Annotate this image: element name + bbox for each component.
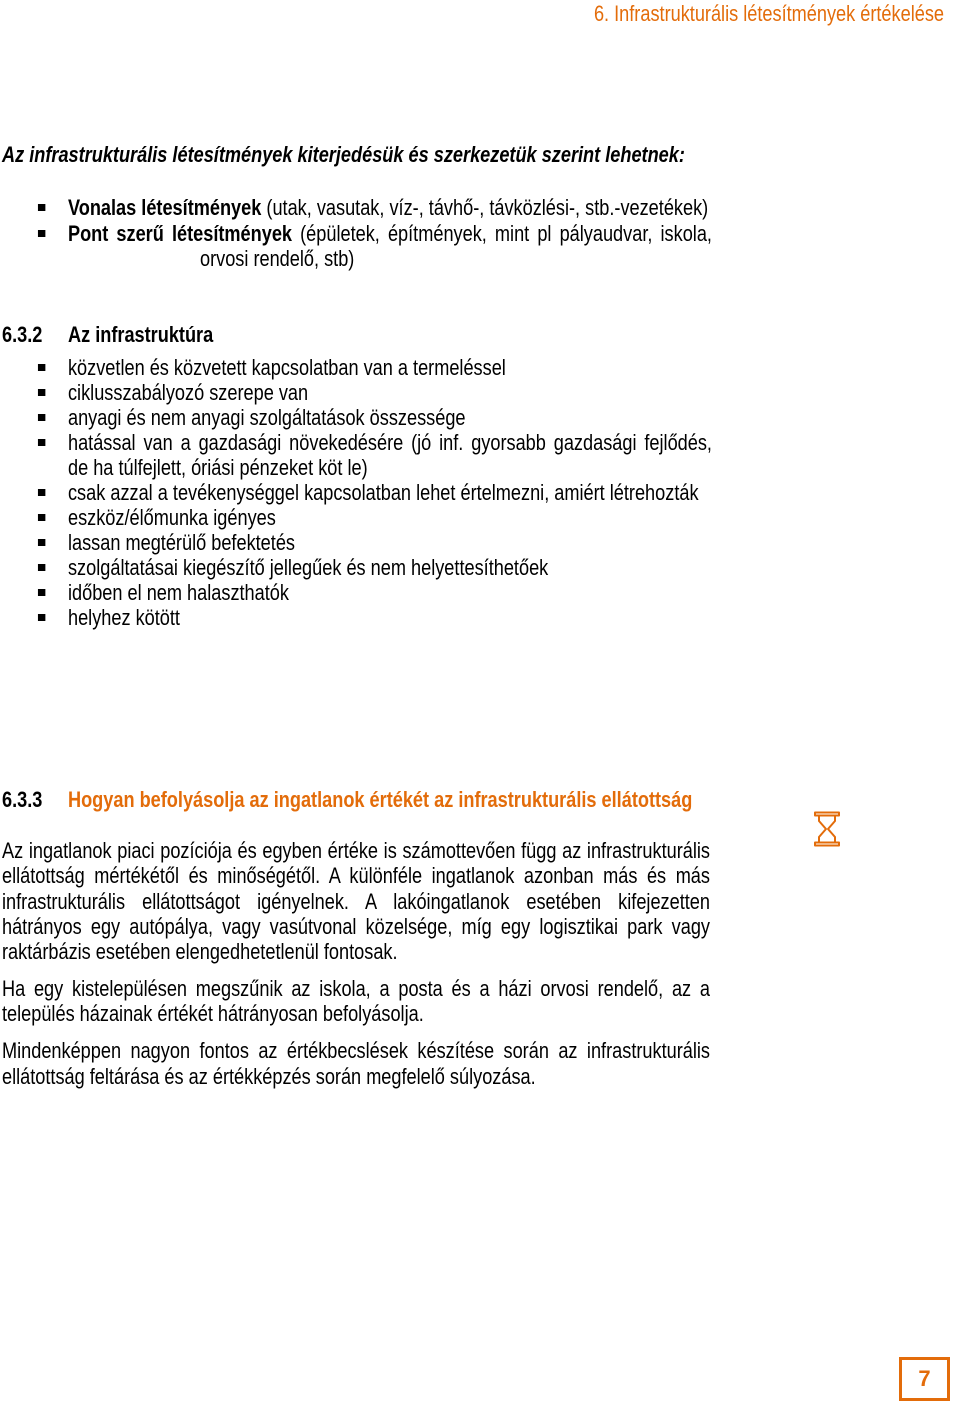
paragraph-line: ellátottság mértékétől és minőségétől. A különféle ingatlanok azonban más és más xyxy=(1,863,710,889)
list-item-line xyxy=(68,221,712,247)
page-number: 7 xyxy=(918,1366,931,1391)
list-item xyxy=(68,430,712,480)
list-item-line: helyhez kötött xyxy=(67,605,180,630)
list-item-line: anyagi és nem anyagi szolgáltatások összessége xyxy=(67,405,466,430)
hourglass-icon xyxy=(813,811,841,847)
facility-description: (épületek, építmények, mint pl pályaudvar, iskola, xyxy=(300,220,712,246)
list-item-line: időben el nem halaszthatók xyxy=(67,580,289,605)
paragraph-line: ellátottság feltárása és az értékképzés során megfelelő súlyozása. xyxy=(1,1063,536,1089)
list-item-line: csak azzal a tevékenységgel kapcsolatban lehet értelmezni, amiért létrehozták xyxy=(67,480,699,505)
square-bullet-icon xyxy=(38,489,45,496)
facility-term: Pont szerű létesítmények xyxy=(67,220,293,246)
list-item xyxy=(68,505,712,530)
paragraph-line: Ha egy kistelepülésen megszűnik az iskola, a posta és a házi orvosi rendelő, az a xyxy=(1,976,710,1001)
square-bullet-icon xyxy=(38,564,45,571)
list-item xyxy=(68,580,712,605)
paragraph-line: infrastrukturális ellátottságot igényelnek. A lakóingatlanok esetében kifejezetten xyxy=(1,888,710,914)
list-item-line: közvetlen és közvetett kapcsolatban van a termeléssel xyxy=(67,355,506,380)
facility-term: Vonalas létesítmények xyxy=(67,195,262,220)
square-bullet-icon xyxy=(38,539,45,546)
list-item-line: de ha túlfejlett, óriási pénzeket köt le) xyxy=(67,455,368,480)
facility-type-list xyxy=(68,195,712,272)
list-item xyxy=(68,221,712,272)
section-number: 6.3.2 xyxy=(1,322,43,347)
list-item-line: lassan megtérülő befektetés xyxy=(67,530,296,555)
square-bullet-icon xyxy=(38,614,45,621)
list-item xyxy=(68,355,712,380)
list-item xyxy=(68,405,712,430)
paragraph-line: település házainak értékét hátrányosan befolyásolja. xyxy=(1,1001,424,1027)
infrastructure-property-list xyxy=(68,355,712,630)
paragraph-line: Mindenképpen nagyon fontos az értékbecslések készítése során az infrastrukturális xyxy=(1,1038,710,1064)
paragraph-line: hátrányos egy autópálya, vagy vasútvonal közelsége, míg egy logisztikai park vagy xyxy=(1,913,710,939)
section-title: Hogyan befolyásolja az ingatlanok értékét az infrastrukturális ellátottság xyxy=(67,787,693,812)
facility-description-continuation: orvosi rendelő, stb) xyxy=(199,246,355,271)
list-item-line: szolgáltatásai kiegészítő jellegűek és nem helyettesíthetőek xyxy=(67,555,549,580)
list-item xyxy=(68,605,712,630)
section-title: Az infrastruktúra xyxy=(67,322,214,347)
section-heading xyxy=(2,322,213,347)
section-body xyxy=(2,838,710,1101)
section-heading xyxy=(2,787,692,812)
list-item-line: ciklusszabályozó szerepe van xyxy=(67,380,309,405)
square-bullet-icon xyxy=(38,439,45,446)
list-item-line: eszköz/élőmunka igényes xyxy=(67,505,276,530)
list-item xyxy=(68,555,712,580)
page-number-box xyxy=(899,1357,950,1401)
facility-description: (utak, vasutak, víz-, távhő-, távközlési-, stb.-vezetékek) xyxy=(266,195,709,220)
square-bullet-icon xyxy=(38,414,45,421)
paragraph-line: Az ingatlanok piaci pozíciója és egyben értéke is számottevően függ az infrastrukturális xyxy=(1,838,710,863)
paragraph-line: raktárbázis esetében elengedhetetlenül fontosak. xyxy=(1,939,398,964)
square-bullet-icon xyxy=(38,389,45,396)
square-bullet-icon xyxy=(38,589,45,596)
body-paragraph xyxy=(2,976,710,1027)
list-item-line: hatással van a gazdasági növekedésére (jó inf. gyorsabb gazdasági fejlődés, xyxy=(67,430,712,455)
body-paragraph xyxy=(2,1038,710,1089)
running-header: 6. Infrastrukturális létesítmények értékelése xyxy=(593,1,944,26)
list-item xyxy=(68,530,712,555)
body-paragraph xyxy=(2,838,710,964)
list-item xyxy=(68,380,712,405)
list-item xyxy=(68,480,712,505)
list-item-line xyxy=(68,195,712,221)
square-bullet-icon xyxy=(38,364,45,371)
section-number: 6.3.3 xyxy=(1,787,43,812)
intro-sentence: Az infrastrukturális létesítmények kiterjedésük és szerkezetük szerint lehetnek: xyxy=(1,142,685,167)
square-bullet-icon xyxy=(38,204,45,211)
square-bullet-icon xyxy=(38,230,45,237)
list-item xyxy=(68,195,712,221)
square-bullet-icon xyxy=(38,514,45,521)
